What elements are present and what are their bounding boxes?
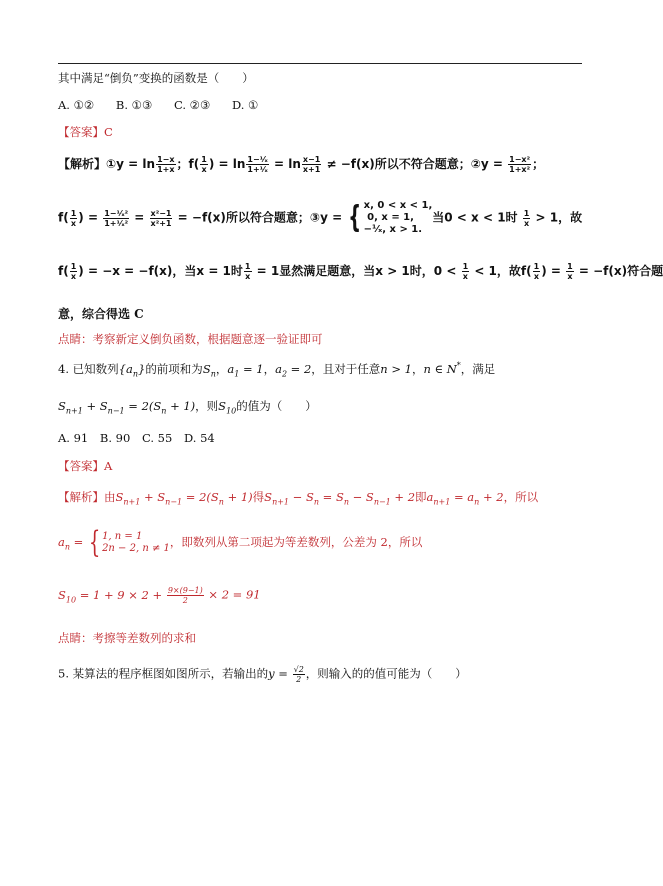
option-d: D. 54 [183,431,215,445]
q4-stem-line-1: 4. 已知数列$\{a_n\}$的前项和为$S_n$，$a_1 = 1$，$a_2 = 2$，且对于任意n > 1，n ∈ N*，满足 [58,361,496,379]
answer-value: C [104,125,113,139]
answer-tag: 【答案】 [58,125,104,139]
option-b: B. 90 [99,431,131,445]
option-a: A. 91 [58,431,89,445]
q3-analysis-line-3: f( $\frac{1}{x}$ ) = −x = −f(x)，当x = 1时 $\frac{1}{x}$ = 1显然满足题意，当x > 1时，0 < $\frac{1}{x}$ < 1，故f( $\frac{1}{x}$ ) = $\frac{1}{x}$ = −f(x)符合题 [58,262,663,281]
option-b: B. ①③ [115,98,153,112]
option-c: C. ②③ [173,98,211,112]
q4-analysis-line-1: 【解析】由$S_{n+1} + S_{n-1} = 2(S_n + 1)$得$S_{n+1} - S_n = S_n - S_{n-1} + 2$即$a_{n+1} = a_n + 2$，所以 [58,490,539,507]
question-intro: 其中满足“倒负”变换的函数是（ ） [58,71,254,85]
q3-tip: 点睛：考察新定义倒负函数，根据题意逐一验证即可 [58,332,323,346]
q3-analysis-line-1: 【解析】①y = ln $\frac{1-x}{1+x}$ ；f( $\frac{1}{x}$ ) = ln $\frac{\text{1−¹⁄ₓ}}{\text{1+¹⁄ₓ}}$ = ln $\frac{x-1}{x+1}$ ≠ −f(x)所以不符合题意；②y = $\frac{\text{1−x²}}{\text{1+x²}}$ ； [58,155,545,174]
q4-answer: 【答案】A [58,459,113,473]
q4-tip: 点睛：考擦等差数列的求和 [58,631,196,645]
q5-stem: 5. 某算法的程序框图如图所示，若输出的y = $\frac{√2}{2}$ ，则输入的的值可能为（ ） [58,665,467,684]
q3-analysis-line-4: 意，综合得选 C [58,307,144,321]
q4-stem-line-2: $S_{n+1} + S_{n-1} = 2(S_n + 1)$，则$S_{10}$的值为（ ） [58,399,317,416]
q3-analysis-line-2: f( $\frac{1}{x}$ ) = $\frac{\text{1−¹⁄ₓ²}}{\text{1+¹⁄ₓ²}}$ = $\frac{\text{x²−1}}{\text{x²+1}}$ = −f(x)所以符合题意；③y = { x, 0 < x < 1, 0, x = 1, −¹⁄ₓ, x > 1. 当0 < x < 1时 $\frac{1}{x}$ > 1，故 [58,200,583,235]
header-rule [58,63,582,64]
q3-answer [58,124,113,140]
option-a: A. ①② [58,98,95,112]
option-c: C. 55 [141,431,173,445]
q3-options [58,97,258,113]
q4-analysis-line-2: $a_n$ = { 1, n = 1 2n − 2, n ≠ 1 ，即数列从第二项起为等差数列，公差为 2，所以 [58,525,423,560]
option-d: D. ① [231,98,259,112]
q4-options [58,430,215,446]
q4-analysis-line-3: $S_{10} = 1 + 9 \times 2$ + $\frac{9\times(9-1)}{2}$ × 2 = 91 [58,586,261,605]
